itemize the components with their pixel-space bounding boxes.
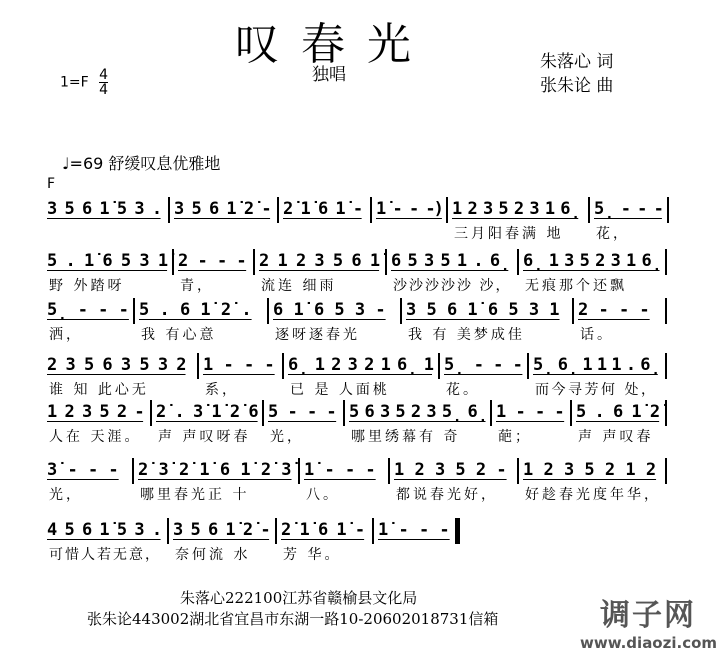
measure-lyric: 无痕那个还飘 [525, 278, 627, 294]
measure-notes: 5̣ - - - [594, 199, 662, 219]
measure-lyric: 人在 天涯。 [49, 429, 142, 445]
measure-lyric: 奈何流 水 [175, 547, 251, 563]
measure-notes: 1 - - - [203, 355, 275, 375]
measure-notes: 2̇ . 3̇ 1̇ 2̇ 6 [156, 402, 258, 422]
measure-notes: 2̇ 3̇ 2̇ 1̇ 6 1̇ 2̇ 3̇ [138, 460, 292, 480]
measure-notes: 5 . 6 1̇ 2̇ [576, 402, 660, 422]
measure-notes: 1̇ - - - [378, 520, 450, 540]
measure-lyric: 洒， [49, 327, 83, 343]
barline [372, 518, 374, 544]
measure-notes: 6̣ 1 2 3 2 1 6̣ 1 [288, 355, 432, 375]
measure-notes: 1̇ - - -) [376, 199, 442, 219]
measure-notes: 5 6 3 5 2 3 5̣ 6̣ [349, 402, 486, 422]
time-top: 4 [99, 67, 109, 83]
measure-lyric: 三月阳春满 地 [454, 226, 564, 242]
final-barline [455, 518, 460, 544]
measure-notes: 6 1̇ 6 5 3 - [273, 300, 386, 320]
barline [665, 458, 667, 484]
barline [275, 518, 277, 544]
barline [527, 353, 529, 379]
barline [197, 353, 199, 379]
barline [343, 400, 345, 426]
tempo-marking: ♩=69 舒缓叹息优雅地 [62, 154, 221, 173]
performance-type: 独唱 [312, 65, 346, 85]
barline [370, 197, 372, 223]
measure-lyric: 光， [270, 429, 304, 445]
barline [446, 197, 448, 223]
measure-notes: 5 - - - [268, 402, 337, 422]
composer: 张朱论 曲 [540, 76, 614, 96]
measure-notes: 2 1 2 3 5 6 1̇ [259, 251, 380, 271]
barline [665, 400, 667, 426]
composer-address: 张朱论443002湖北省宜昌市东湖一路10-20602018731信箱 [87, 610, 499, 628]
measure-notes: 3 5 6 1̇ 2̇ - [173, 520, 270, 540]
measure-notes: 2 3 5 6 3 5 3 2 [47, 355, 186, 375]
barline [588, 197, 590, 223]
barline [388, 458, 390, 484]
measure-lyric: 可惜人若无意， [49, 547, 161, 563]
key-mark: F [47, 176, 56, 192]
measure-lyric: 八。 [306, 487, 340, 503]
measure-lyric: 声 声叹春 [578, 429, 654, 445]
measure-lyric: 谁 知 此心无 [49, 382, 149, 398]
measure-lyric: 我 有 美梦成佳 [408, 327, 525, 343]
measure-notes: 3 5 6 1̇ 6 5 3 1 [406, 300, 560, 320]
barline [267, 298, 269, 324]
measure-notes: 5̣ - - - [47, 300, 129, 320]
measure-lyric: 我 有心意 [141, 327, 217, 343]
measure-notes: 2̇ 1̇ 6 1̇ - [281, 520, 365, 540]
measure-notes: 1 2 3 5 2 3 1 6̣ [452, 199, 579, 219]
watermark-url: www.diaozi.com [580, 634, 718, 652]
barline [517, 458, 519, 484]
time-bottom: 4 [99, 82, 109, 98]
barline [298, 458, 300, 484]
measure-notes: 3̇ - - - [47, 460, 119, 480]
measure-notes: 1 - - - [496, 402, 565, 422]
barline [570, 400, 572, 426]
measure-lyric: 逐呀逐春光 [275, 327, 360, 343]
measure-notes: 1 2 3 5 2 1 2 [523, 460, 657, 480]
barline [132, 458, 134, 484]
measure-lyric: 沙沙沙沙沙 沙， [393, 278, 512, 294]
measure-lyric: 哪里绣幕有 奇 [351, 429, 461, 445]
barline [168, 197, 170, 223]
measure-lyric: 好趁春光度年华， [525, 487, 661, 503]
measure-notes: 6̣ 1 3 5 2 3 1 6̣ [523, 251, 660, 271]
measure-notes: 5̣ 6̣ 1 1 1 . 6̣ [533, 355, 658, 375]
measure-notes: 2 - - - [578, 300, 650, 320]
barline [172, 249, 174, 275]
measure-notes: 5 . 6 1̇ 2̇ . [139, 300, 252, 320]
measure-lyric: 话。 [580, 327, 614, 343]
barline [262, 400, 264, 426]
barline [438, 353, 440, 379]
lyricist: 朱落心 词 [540, 52, 614, 72]
measure-lyric: 葩； [498, 429, 532, 445]
barline [282, 353, 284, 379]
barline [667, 197, 669, 223]
song-title: 叹春光 [235, 19, 433, 70]
barline [400, 298, 402, 324]
barline [277, 197, 279, 223]
barline [490, 400, 492, 426]
barline [665, 298, 667, 324]
measure-notes: 3 5 6 1̇ 2̇ - [174, 199, 271, 219]
barline [253, 249, 255, 275]
time-signature [99, 68, 108, 97]
barline [665, 353, 667, 379]
credits [540, 50, 613, 98]
measure-lyric: 已 是 人面桃 [290, 382, 390, 398]
measure-lyric: 都说春光好， [396, 487, 498, 503]
measure-notes: 6 5 3 5 1 . 6̣ [391, 251, 509, 271]
measure-notes: 1̇ - - - [304, 460, 376, 480]
measure-lyric: 声 声叹呀春 [158, 429, 251, 445]
barline [517, 249, 519, 275]
measure-lyric: 而今寻芳何 处， [535, 382, 658, 398]
measure-notes: 5̣ - - - [444, 355, 523, 375]
barline [167, 518, 169, 544]
measure-notes: 3 5 6 1̇ 5 3 . [47, 199, 161, 219]
barline [133, 298, 135, 324]
measure-lyric: 花， [596, 226, 630, 242]
barline [665, 249, 667, 275]
measure-notes: 5 . 1̇ 6 5 3 1̇ [47, 251, 168, 271]
watermark-logo: 调子网 [600, 598, 696, 633]
lyricist-address: 朱落心222100江苏省赣榆县文化局 [180, 589, 418, 607]
measure-lyric: 芳 华。 [283, 547, 342, 563]
barline [150, 400, 152, 426]
barline [572, 298, 574, 324]
key-signature [60, 68, 108, 97]
measure-lyric: 野 外踏呀 [49, 278, 125, 294]
measure-notes: 2̇ 1̇ 6 1̇ - [283, 199, 362, 219]
measure-notes: 1 2 3 5 2 - [47, 402, 144, 422]
measure-lyric: 光， [49, 487, 83, 503]
barline [385, 249, 387, 275]
measure-lyric: 青， [180, 278, 214, 294]
measure-lyric: 哪里春光正 十 [140, 487, 250, 503]
measure-lyric: 流连 细雨 [261, 278, 337, 294]
measure-notes: 4 5 6 1̇ 5 3 . [47, 520, 161, 540]
key-label: 1=F [60, 74, 89, 91]
measure-notes: 1 2 3 5 2 - [394, 460, 507, 480]
measure-lyric: 花。 [446, 382, 480, 398]
measure-lyric: 系， [205, 382, 239, 398]
measure-notes: 2 - - - [178, 251, 247, 271]
